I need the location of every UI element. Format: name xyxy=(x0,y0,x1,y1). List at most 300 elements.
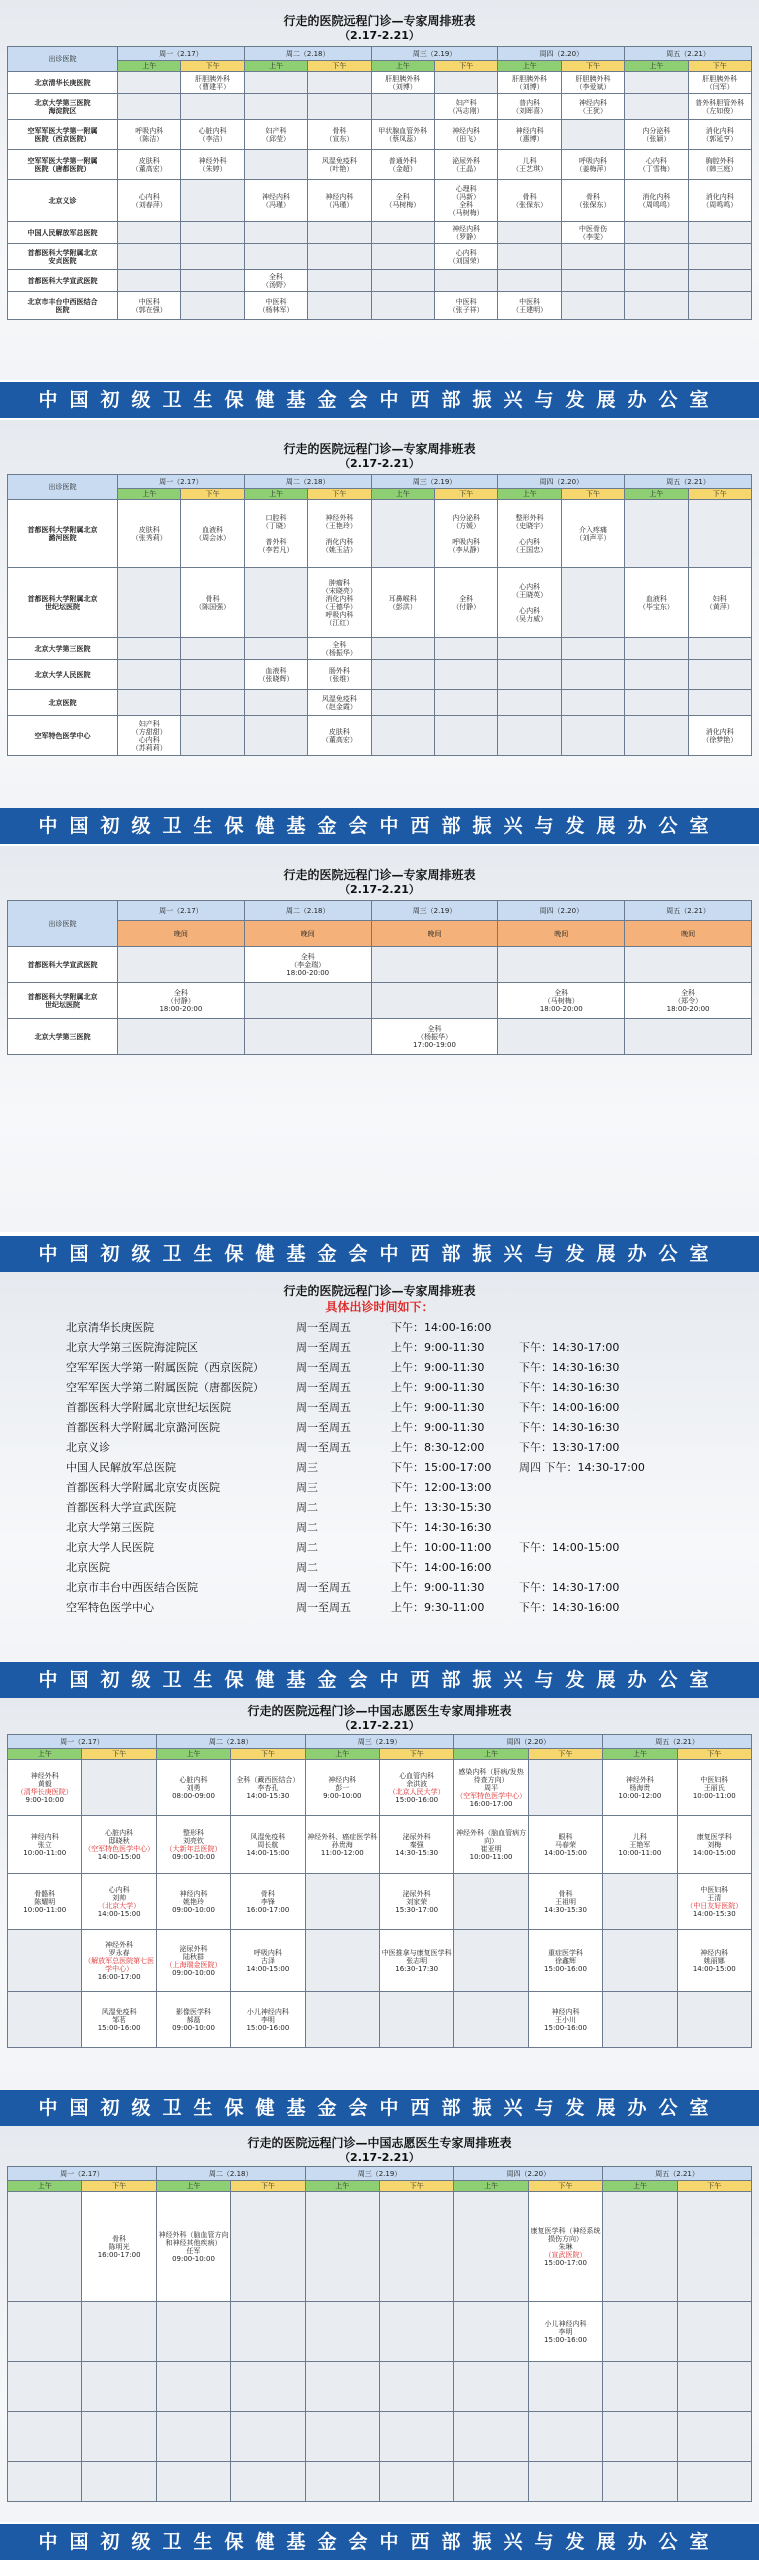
schedule-cell xyxy=(118,947,245,983)
time-days: 周一至周五 xyxy=(296,1421,351,1434)
schedule-cell xyxy=(8,2462,82,2502)
schedule-cell xyxy=(603,2462,677,2502)
schedule-cell: 康复医学科 刘梅 14:00-15:00 xyxy=(677,1816,751,1874)
section-title: 行走的医院远程门诊—中国志愿医生专家周排班表 xyxy=(247,2136,512,2150)
schedule-cell: 重症医学科 徐鑫辉 15:00-16:00 xyxy=(528,1930,602,1992)
time-slot-1: 下午：15:00-17:00 xyxy=(391,1461,492,1474)
time-hospital: 首都医科大学宣武医院 xyxy=(66,1501,176,1514)
schedule-section-1 xyxy=(0,0,759,380)
schedule-cell: 肝胆胰外科 （曹建平） xyxy=(181,72,244,94)
schedule-cell: 中医科 （杨林军） xyxy=(244,292,307,320)
schedule-cell: 泌尿外科 刘家荣 15:30-17:00 xyxy=(380,1874,454,1930)
am-header: 上午 xyxy=(603,2181,677,2192)
time-row xyxy=(66,1518,726,1538)
am-header: 上午 xyxy=(454,1749,528,1760)
am-header: 上午 xyxy=(156,1749,230,1760)
schedule-cell: 整形科 刘亮钦 （大新年总医院） 09:00-10:00 xyxy=(156,1816,230,1874)
schedule-cell xyxy=(118,660,181,690)
table-row xyxy=(8,2412,752,2462)
time-row xyxy=(66,1398,726,1418)
pm-header: 下午 xyxy=(231,2181,305,2192)
schedule-cell xyxy=(156,2412,230,2462)
am-header: 上午 xyxy=(244,61,307,72)
am-header: 上午 xyxy=(498,61,561,72)
schedule-cell xyxy=(603,1874,677,1930)
evening-header: 晚间 xyxy=(371,921,498,947)
time-slot-2: 下午：14:30-16:30 xyxy=(519,1361,620,1374)
schedule-cell: 妇产科 （冯志刚） xyxy=(435,94,498,120)
foundation-banner: 中国初级卫生保健基金会中西部振兴与发展办公室 xyxy=(0,2090,759,2126)
schedule-cell: 普内科 （刘晖喜） xyxy=(498,94,561,120)
am-header: 上午 xyxy=(305,1749,379,1760)
time-days: 周一至周五 xyxy=(296,1601,351,1614)
hospital-header: 出诊医院 xyxy=(8,475,118,500)
schedule-cell: 神经内科 姚丽娜 14:00-15:00 xyxy=(677,1930,751,1992)
table-row xyxy=(8,1816,752,1874)
volunteer-schedule-section-2 xyxy=(0,2126,759,2522)
am-header: 上午 xyxy=(244,489,307,500)
pm-header: 下午 xyxy=(435,489,498,500)
schedule-cell xyxy=(625,94,688,120)
foundation-banner: 中国初级卫生保健基金会中西部振兴与发展办公室 xyxy=(0,382,759,418)
day-header: 周四（2.20） xyxy=(454,1735,603,1749)
schedule-cell: 神经内科 （王犹） xyxy=(561,94,624,120)
day-header: 周二（2.18） xyxy=(156,1735,305,1749)
pm-header: 下午 xyxy=(561,489,624,500)
hospital-name: 北京清华长庚医院 xyxy=(8,72,118,94)
section-dates: （2.17-2.21） xyxy=(339,29,420,42)
time-hospital: 北京大学第三医院 xyxy=(66,1521,154,1534)
schedule-cell xyxy=(118,568,181,638)
time-slot-1: 上午：9:00-11:30 xyxy=(391,1361,485,1374)
schedule-cell: 全科 （杨振华） 17:00-19:00 xyxy=(371,1019,498,1055)
schedule-cell: 神经内科 姚艳玲 09:00-10:00 xyxy=(156,1874,230,1930)
hospital-name: 中国人民解放军总医院 xyxy=(8,222,118,244)
table-row xyxy=(8,1874,752,1930)
schedule-cell: 妇科 （黄萍） xyxy=(688,568,751,638)
pm-header: 下午 xyxy=(380,2181,454,2192)
schedule-cell xyxy=(561,244,624,270)
schedule-cell xyxy=(498,947,625,983)
schedule-cell: 肝胆胰外科 （刘博） xyxy=(371,72,434,94)
schedule-cell xyxy=(308,292,371,320)
schedule-cell: 神经内科 （罗静） xyxy=(435,222,498,244)
schedule-cell xyxy=(118,244,181,270)
schedule-cell: 内分泌科 （方媛） 呼吸内科 （李从静） xyxy=(435,500,498,568)
am-header: 上午 xyxy=(156,2181,230,2192)
schedule-cell xyxy=(181,180,244,222)
schedule-cell xyxy=(82,2302,156,2362)
schedule-cell: 中医推拿与康复医学科 张志明 16:30-17:30 xyxy=(380,1930,454,1992)
schedule-cell: 血液科 （周会冰） xyxy=(181,500,244,568)
time-hospital: 北京市丰台中西医结合医院 xyxy=(66,1581,198,1594)
schedule-cell xyxy=(156,2302,230,2362)
section-dates: （2.17-2.21） xyxy=(339,883,420,896)
pm-header: 下午 xyxy=(435,61,498,72)
schedule-cell xyxy=(625,222,688,244)
schedule-cell: 甲状腺血管外科 （蔡凤蕊） xyxy=(371,120,434,150)
am-header: 上午 xyxy=(371,489,434,500)
time-hospital: 北京大学人民医院 xyxy=(66,1541,154,1554)
schedule-cell: 康复医学科（神经系统损伤方向） 朱琳 （宣武医院） 15:00-17:00 xyxy=(528,2192,602,2302)
table-row xyxy=(8,1992,752,2048)
schedule-cell: 儿科 （王艺琪） xyxy=(498,150,561,180)
schedule-cell: 消化内科 （周鸣鸣） xyxy=(688,180,751,222)
schedule-cell xyxy=(435,638,498,660)
schedule-cell xyxy=(625,244,688,270)
schedule-cell: 口腔科 （丁晓） 普外科 （李若凡） xyxy=(244,500,307,568)
time-days: 周一至周五 xyxy=(296,1381,351,1394)
hospital-name: 首都医科大学附属北京 安贞医院 xyxy=(8,244,118,270)
schedule-cell xyxy=(118,690,181,716)
schedule-cell xyxy=(371,270,434,292)
schedule-section-3 xyxy=(0,846,759,1232)
time-slot-2: 下午：14:00-15:00 xyxy=(519,1541,620,1554)
schedule-cell xyxy=(454,2412,528,2462)
schedule-cell xyxy=(454,1874,528,1930)
section-title: 行走的医院远程门诊—专家周排班表 xyxy=(283,1284,476,1298)
schedule-cell xyxy=(305,2362,379,2412)
schedule-cell xyxy=(305,1874,379,1930)
schedule-cell xyxy=(371,983,498,1019)
schedule-cell: 消化内科 （徐梦艳） xyxy=(688,716,751,756)
schedule-cell xyxy=(118,72,181,94)
schedule-cell xyxy=(498,638,561,660)
day-header: 周二（2.18） xyxy=(244,901,371,921)
day-header: 周二（2.18） xyxy=(244,475,371,489)
table-row xyxy=(8,244,752,270)
schedule-cell: 血液科 （毕宝东） xyxy=(625,568,688,638)
time-slot-1: 下午：14:00-16:00 xyxy=(391,1321,492,1334)
pm-header: 下午 xyxy=(677,2181,751,2192)
schedule-cell xyxy=(231,2192,305,2302)
schedule-cell xyxy=(8,2302,82,2362)
schedule-cell xyxy=(603,2362,677,2412)
day-header: 周三（2.19） xyxy=(371,47,498,61)
schedule-cell: 全科 （郑令） 18:00-20:00 xyxy=(625,983,752,1019)
schedule-cell: 肝胆胰外科 （闫军） xyxy=(688,72,751,94)
schedule-cell: 肠外科 （张维） xyxy=(308,660,371,690)
schedule-cell: 神经内科 张立 10:00-11:00 xyxy=(8,1816,82,1874)
time-hospital: 空军军医大学第一附属医院（西京医院） xyxy=(66,1361,264,1374)
schedule-cell xyxy=(380,2362,454,2412)
hospital-name: 北京大学人民医院 xyxy=(8,660,118,690)
schedule-cell xyxy=(371,716,434,756)
time-slot-2: 下午：14:30-17:00 xyxy=(519,1341,620,1354)
schedule-cell xyxy=(8,2362,82,2412)
time-row xyxy=(66,1318,726,1338)
schedule-cell: 中医妇科 王清 （中日友好医院） 14:00-15:30 xyxy=(677,1874,751,1930)
time-slot-2: 下午：14:30-17:00 xyxy=(519,1581,620,1594)
schedule-cell xyxy=(380,2462,454,2502)
hospital-name: 首都医科大学附属北京 世纪坛医院 xyxy=(8,568,118,638)
time-row xyxy=(66,1438,726,1458)
day-header: 周一（2.17） xyxy=(8,1735,157,1749)
hospital-name: 北京市丰台中西医结合 医院 xyxy=(8,292,118,320)
time-days: 周二 xyxy=(296,1541,318,1554)
schedule-cell: 全科 （杨振华） xyxy=(308,638,371,660)
schedule-cell xyxy=(308,244,371,270)
schedule-cell: 呼吸内科 古泽 14:00-15:00 xyxy=(231,1930,305,1992)
schedule-cell xyxy=(561,568,624,638)
pm-header: 下午 xyxy=(380,1749,454,1760)
time-row xyxy=(66,1358,726,1378)
schedule-cell xyxy=(244,222,307,244)
table-row xyxy=(8,500,752,568)
time-hospital: 首都医科大学附属北京世纪坛医院 xyxy=(66,1401,231,1414)
schedule-cell xyxy=(688,244,751,270)
schedule-cell: 心内科 （刘国荣） xyxy=(435,244,498,270)
schedule-cell xyxy=(625,500,688,568)
schedule-cell: 肝胆胰外科 （刘博） xyxy=(498,72,561,94)
schedule-cell: 感染内科（肝病/发热待查方向） 周平 （空军特色医学中心） 16:00-17:00 xyxy=(454,1760,528,1816)
schedule-cell xyxy=(380,2412,454,2462)
am-header: 上午 xyxy=(454,2181,528,2192)
schedule-cell xyxy=(118,270,181,292)
am-header: 上午 xyxy=(625,489,688,500)
schedule-cell xyxy=(561,270,624,292)
schedule-cell xyxy=(625,690,688,716)
table-row xyxy=(8,2362,752,2412)
time-slot-1: 下午：12:00-13:00 xyxy=(391,1481,492,1494)
table-row xyxy=(8,270,752,292)
time-slot-2: 下午：14:30-16:30 xyxy=(519,1421,620,1434)
table-row xyxy=(8,1930,752,1992)
schedule-cell: 神经外科 杨海贵 10:00-12:00 xyxy=(603,1760,677,1816)
table-row xyxy=(8,638,752,660)
day-header: 周四（2.20） xyxy=(454,2167,603,2181)
schedule-cell xyxy=(677,2462,751,2502)
schedule-cell: 普外科胆管外科 （左如俊） xyxy=(688,94,751,120)
time-slot-1: 上午：8:30-12:00 xyxy=(391,1441,485,1454)
schedule-cell: 全科 （汤野） xyxy=(244,270,307,292)
am-header: 上午 xyxy=(8,2181,82,2192)
schedule-cell xyxy=(688,500,751,568)
schedule-cell: 骨科 （宣东） xyxy=(308,120,371,150)
schedule-cell xyxy=(688,292,751,320)
time-slot-2: 下午：13:30-17:00 xyxy=(519,1441,620,1454)
schedule-cell xyxy=(181,690,244,716)
time-slot-1: 下午：14:30-16:30 xyxy=(391,1521,492,1534)
schedule-cell: 心脏内科 刘勇 08:00-09:00 xyxy=(156,1760,230,1816)
schedule-cell xyxy=(625,638,688,660)
day-header: 周五（2.21） xyxy=(603,2167,752,2181)
time-days: 周三 xyxy=(296,1461,318,1474)
schedule-cell xyxy=(561,690,624,716)
foundation-banner: 中国初级卫生保健基金会中西部振兴与发展办公室 xyxy=(0,2524,759,2560)
volunteer-schedule-section-1 xyxy=(0,1698,759,2090)
time-slot-2: 下午：14:30-16:00 xyxy=(519,1601,620,1614)
schedule-cell: 神经外科 （朱婷） xyxy=(181,150,244,180)
schedule-cell xyxy=(561,660,624,690)
schedule-cell xyxy=(498,690,561,716)
time-list-heading: 具体出诊时间如下： xyxy=(325,1300,434,1314)
day-header: 周三（2.19） xyxy=(305,2167,454,2181)
time-days: 周二 xyxy=(296,1561,318,1574)
section-dates: （2.17-2.21） xyxy=(339,457,420,470)
schedule-cell: 消化内科 （郭延亨） xyxy=(688,120,751,150)
schedule-cell: 骨科 （陈国强） xyxy=(181,568,244,638)
hospital-name: 首都医科大学附属北京 世纪坛医院 xyxy=(8,983,118,1019)
table-row xyxy=(8,72,752,94)
schedule-cell xyxy=(625,947,752,983)
section-title: 行走的医院远程门诊—专家周排班表 xyxy=(283,442,476,456)
table-row xyxy=(8,2462,752,2502)
evening-schedule-table xyxy=(7,900,752,1055)
schedule-cell xyxy=(8,1992,82,2048)
schedule-cell xyxy=(435,270,498,292)
table-row xyxy=(8,180,752,222)
schedule-cell: 全科 （马树梅） 18:00-20:00 xyxy=(498,983,625,1019)
time-days: 周二 xyxy=(296,1501,318,1514)
schedule-cell xyxy=(454,1992,528,2048)
schedule-cell: 神经内科 王小川 15:00-16:00 xyxy=(528,1992,602,2048)
schedule-cell xyxy=(498,716,561,756)
day-header: 周五（2.21） xyxy=(625,47,752,61)
time-hospital: 北京义诊 xyxy=(66,1441,110,1454)
schedule-cell xyxy=(8,2192,82,2302)
hospital-name: 首都医科大学附属北京 潞河医院 xyxy=(8,500,118,568)
schedule-cell: 全科 （马树梅） xyxy=(371,180,434,222)
time-slot-1: 上午：9:00-11:30 xyxy=(391,1401,485,1414)
schedule-cell xyxy=(688,270,751,292)
schedule-cell: 骨科 （张保东） xyxy=(498,180,561,222)
day-header: 周四（2.20） xyxy=(498,475,625,489)
schedule-cell xyxy=(156,2362,230,2412)
schedule-cell xyxy=(677,2362,751,2412)
schedule-cell xyxy=(603,1930,677,1992)
schedule-cell xyxy=(498,244,561,270)
schedule-cell xyxy=(454,2362,528,2412)
schedule-cell xyxy=(454,2192,528,2302)
foundation-banner: 中国初级卫生保健基金会中西部振兴与发展办公室 xyxy=(0,1236,759,1272)
schedule-cell xyxy=(308,94,371,120)
schedule-cell xyxy=(244,1019,371,1055)
schedule-cell xyxy=(305,1992,379,2048)
schedule-cell xyxy=(118,1019,245,1055)
am-header: 上午 xyxy=(498,489,561,500)
schedule-cell xyxy=(8,2412,82,2462)
schedule-cell: 心血管内科 余洪波 （北京人民大学） 15:00-16:00 xyxy=(380,1760,454,1816)
schedule-cell xyxy=(118,94,181,120)
volunteer-schedule-table xyxy=(7,1734,752,2048)
schedule-cell: 眼科 马春荣 14:00-15:00 xyxy=(528,1816,602,1874)
schedule-cell xyxy=(371,690,434,716)
schedule-cell xyxy=(231,2362,305,2412)
schedule-cell xyxy=(603,1992,677,2048)
pm-header: 下午 xyxy=(677,1749,751,1760)
time-slot-2: 下午：14:30-16:30 xyxy=(519,1381,620,1394)
schedule-cell xyxy=(181,716,244,756)
time-slot-1: 上午：9:00-11:30 xyxy=(391,1581,485,1594)
schedule-cell: 神经外科 罗永春 （解放军总医院第七医学中心） 16:00-17:00 xyxy=(82,1930,156,1992)
schedule-cell xyxy=(181,638,244,660)
schedule-cell: 心内科 （丁雪梅） xyxy=(625,150,688,180)
schedule-cell xyxy=(688,638,751,660)
time-row xyxy=(66,1538,726,1558)
time-list-section xyxy=(0,1272,759,1662)
table-row xyxy=(8,690,752,716)
table-row xyxy=(8,94,752,120)
schedule-cell xyxy=(498,1019,625,1055)
time-hospital: 北京医院 xyxy=(66,1561,110,1574)
time-row xyxy=(66,1458,726,1478)
schedule-cell: 小儿神经内科 李明 15:00-16:00 xyxy=(528,2302,602,2362)
schedule-cell xyxy=(688,690,751,716)
day-header: 周三（2.19） xyxy=(305,1735,454,1749)
schedule-cell xyxy=(181,222,244,244)
schedule-cell xyxy=(305,2412,379,2462)
table-row xyxy=(8,2302,752,2362)
schedule-cell xyxy=(688,222,751,244)
schedule-cell: 呼吸内科 （陈洁） xyxy=(118,120,181,150)
time-days: 周二 xyxy=(296,1521,318,1534)
schedule-cell xyxy=(625,716,688,756)
schedule-cell xyxy=(528,2362,602,2412)
schedule-cell: 妇产科 （方甜甜） 心内科 （苏莉莉） xyxy=(118,716,181,756)
evening-header: 晚间 xyxy=(625,921,752,947)
schedule-cell xyxy=(435,660,498,690)
hospital-header: 出诊医院 xyxy=(8,901,118,947)
evening-header: 晚间 xyxy=(244,921,371,947)
schedule-cell: 内分泌科 （张颖） xyxy=(625,120,688,150)
schedule-cell: 中医科 （郭在强） xyxy=(118,292,181,320)
section-title: 行走的医院远程门诊—中国志愿医生专家周排班表 xyxy=(247,1704,512,1718)
volunteer-schedule-table xyxy=(7,2166,752,2502)
section-title: 行走的医院远程门诊—专家周排班表 xyxy=(283,14,476,28)
schedule-cell xyxy=(454,2462,528,2502)
hospital-name: 空军特色医学中心 xyxy=(8,716,118,756)
time-row xyxy=(66,1578,726,1598)
schedule-cell xyxy=(82,2362,156,2412)
section-title: 行走的医院远程门诊—专家周排班表 xyxy=(283,868,476,882)
schedule-cell xyxy=(371,292,434,320)
schedule-cell xyxy=(561,716,624,756)
table-row xyxy=(8,947,752,983)
schedule-cell: 风湿免疫科 （叶艳） xyxy=(308,150,371,180)
table-row xyxy=(8,983,752,1019)
pm-header: 下午 xyxy=(561,61,624,72)
schedule-cell: 骨骼科 陈耀明 10:00-11:00 xyxy=(8,1874,82,1930)
time-slot-2: 周四 下午：14:30-17:00 xyxy=(519,1461,645,1474)
schedule-cell xyxy=(371,222,434,244)
schedule-cell xyxy=(528,2412,602,2462)
time-hospital: 首都医科大学附属北京安贞医院 xyxy=(66,1481,220,1494)
hospital-header: 出诊医院 xyxy=(8,47,118,72)
schedule-table xyxy=(7,474,752,756)
time-row xyxy=(66,1558,726,1578)
table-row xyxy=(8,2192,752,2302)
schedule-cell xyxy=(82,2462,156,2502)
pm-header: 下午 xyxy=(231,1749,305,1760)
schedule-cell xyxy=(498,270,561,292)
schedule-cell xyxy=(625,1019,752,1055)
pm-header: 下午 xyxy=(82,2181,156,2192)
time-hospital: 北京大学第三医院海淀院区 xyxy=(66,1341,198,1354)
time-slot-2: 下午：14:00-16:00 xyxy=(519,1401,620,1414)
pm-header: 下午 xyxy=(688,61,751,72)
schedule-cell xyxy=(380,2302,454,2362)
schedule-cell xyxy=(231,2462,305,2502)
time-hospital: 空军军医大学第二附属医院（唐都医院） xyxy=(66,1381,264,1394)
schedule-section-2 xyxy=(0,420,759,808)
schedule-cell xyxy=(244,983,371,1019)
schedule-cell: 整形外科 （史晓宇） 心内科 （王国忠） xyxy=(498,500,561,568)
schedule-cell: 中医骨伤 （李雯） xyxy=(561,222,624,244)
time-row xyxy=(66,1418,726,1438)
time-slot-1: 上午：9:30-11:00 xyxy=(391,1601,485,1614)
time-hospital: 首都医科大学附属北京潞河医院 xyxy=(66,1421,220,1434)
